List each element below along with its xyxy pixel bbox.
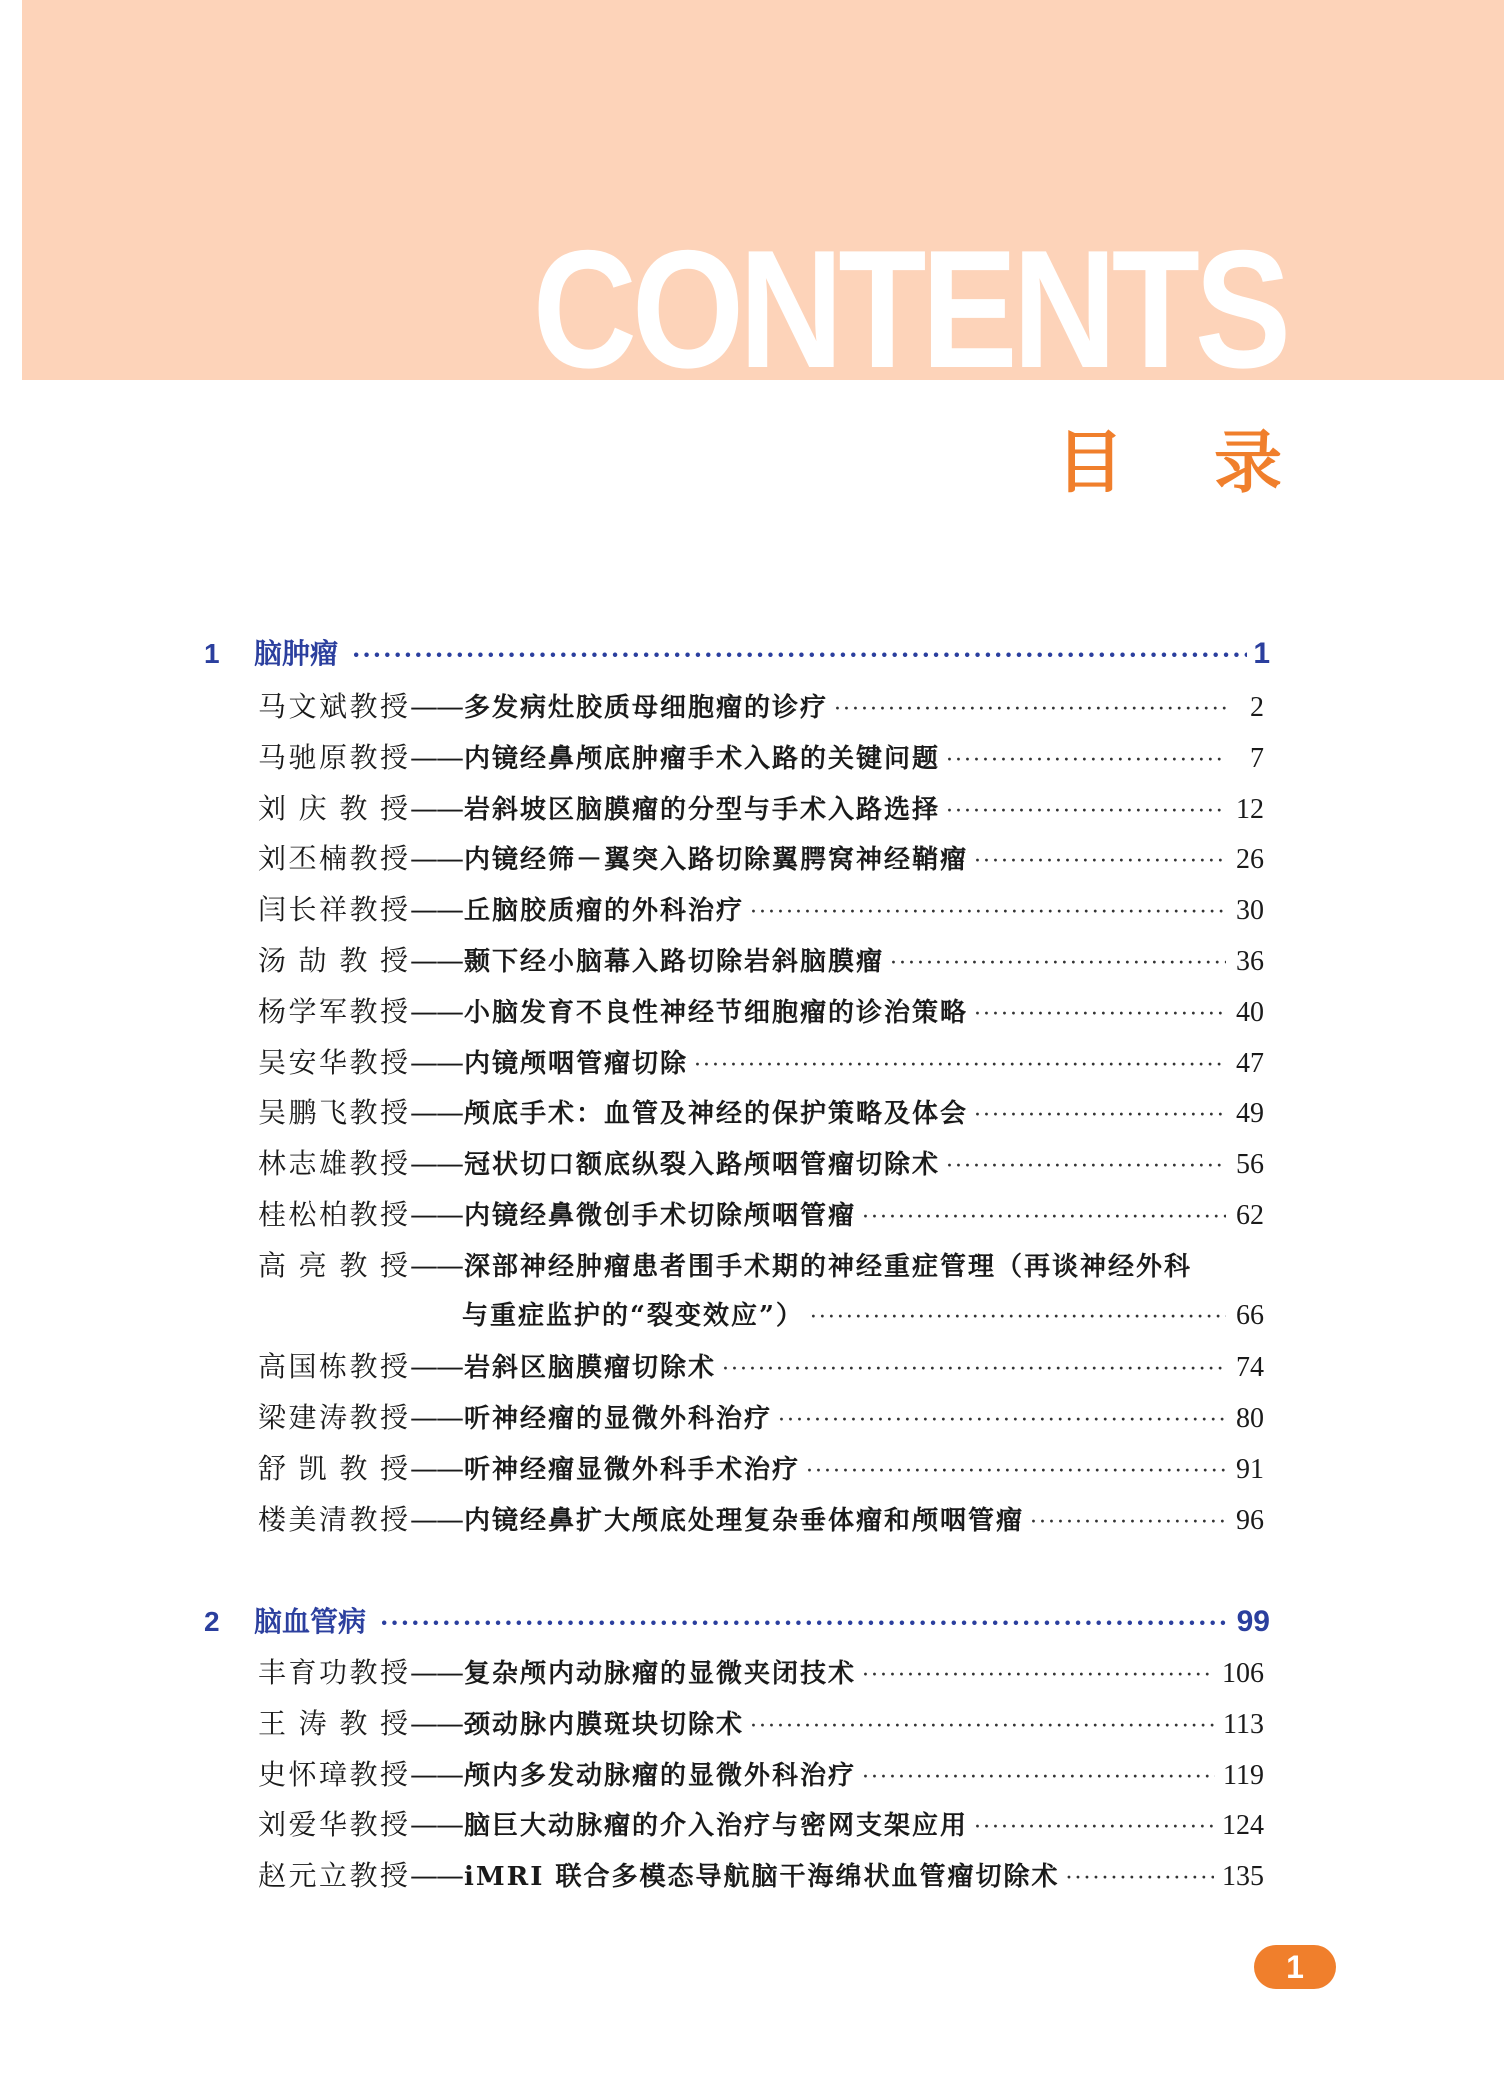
page-number-badge: 1: [1254, 1945, 1336, 1989]
entry-page-number: 12: [1236, 793, 1264, 825]
section-title: 脑血管病: [254, 1605, 367, 1638]
author-name-text: 赵元立教授: [258, 1859, 408, 1893]
entry-separator: ——: [410, 1096, 462, 1130]
entry-title: 颅底手术：血管及神经的保护策略及体会: [464, 1099, 969, 1130]
author-name: [258, 1854, 408, 1894]
section-title: 脑肿瘤: [254, 637, 339, 670]
dot-leader: [694, 1053, 1226, 1078]
entry-page-number: 36: [1236, 946, 1264, 977]
dot-leader: [810, 1305, 1226, 1330]
header-band: [22, 0, 1504, 380]
author-name: [258, 1396, 408, 1436]
entry-title: 冠状切口额底纵裂入路颅咽管瘤切除术: [464, 1150, 941, 1181]
entry-title: 复杂颅内动脉瘤的显微夹闭技术: [464, 1659, 857, 1689]
entry-separator: ——: [410, 1706, 462, 1740]
author-name-text: 丰育功教授: [258, 1656, 408, 1689]
author-name-text: 楼美清教授: [258, 1502, 408, 1536]
author-name-text: 吴安华教授: [258, 1045, 408, 1079]
entry-page-number: 47: [1236, 1047, 1264, 1079]
entry-separator: ——: [410, 1045, 462, 1079]
author-name: [258, 1702, 408, 1742]
toc-entry[interactable]: [258, 1447, 1264, 1487]
entry-page-number: 91: [1236, 1454, 1264, 1485]
entry-title: 颞下经小脑幕入路切除岩斜脑膜瘤: [464, 947, 885, 977]
dot-leader: [750, 900, 1226, 925]
entry-page-number: 2: [1250, 692, 1264, 723]
dot-leader: [946, 748, 1226, 773]
entry-title: 内镜经鼻扩大颅底处理复杂垂体瘤和颅咽管瘤: [464, 1505, 1025, 1536]
toc-entry[interactable]: [258, 1651, 1264, 1691]
entry-title: 深部神经肿瘤患者围手术期的神经重症管理（再谈神经外科: [464, 1251, 1193, 1282]
dot-leader: [974, 849, 1226, 874]
toc-entry[interactable]: [258, 1345, 1264, 1385]
entry-separator: ——: [410, 994, 462, 1028]
entry-title: 岩斜坡区脑膜瘤的分型与手术入路选择: [464, 794, 941, 825]
dot-leader: [352, 640, 1247, 669]
entry-page-number: 56: [1236, 1149, 1264, 1181]
entry-title: 内镜经筛－翼突入路切除翼腭窝神经鞘瘤: [464, 845, 969, 876]
dot-leader: [1065, 1866, 1214, 1891]
entry-separator: ——: [410, 1248, 462, 1282]
entry-title: 脑巨大动脉瘤的介入治疗与密网支架应用: [464, 1811, 969, 1842]
entry-title: 内镜经鼻微创手术切除颅咽管瘤: [464, 1201, 857, 1231]
entry-page-number: 49: [1236, 1098, 1264, 1130]
dot-leader: [862, 1663, 1214, 1688]
entry-title: iMRI 联合多模态导航脑干海绵状血管瘤切除术: [464, 1862, 1060, 1893]
author-name: [258, 787, 408, 827]
dot-leader: [722, 1357, 1226, 1382]
author-name-text: 林志雄教授: [258, 1147, 408, 1181]
entry-separator: ——: [410, 690, 462, 723]
author-name-text: 桂松柏教授: [258, 1198, 408, 1231]
toc-entry[interactable]: [258, 1142, 1264, 1182]
section-heading[interactable]: [204, 1600, 1270, 1640]
entry-separator: ——: [410, 842, 462, 876]
toc-entry[interactable]: [258, 1702, 1264, 1742]
dot-leader: [380, 1608, 1231, 1637]
entry-page-number: 119: [1223, 1759, 1264, 1791]
author-name: [258, 1345, 408, 1385]
dot-leader: [806, 1459, 1226, 1484]
entry-separator: ——: [410, 1401, 462, 1435]
entry-title: 小脑发育不良性神经节细胞瘤的诊治策略: [464, 997, 969, 1028]
entry-page-number: 7: [1250, 742, 1264, 774]
entry-separator: ——: [410, 1859, 462, 1893]
author-name: [258, 1041, 408, 1081]
toc-entry[interactable]: [258, 888, 1264, 928]
dot-leader: [946, 799, 1226, 824]
dot-leader: [1030, 1510, 1226, 1535]
author-name-text: 梁建涛教授: [258, 1401, 408, 1435]
entry-separator: ——: [410, 1502, 462, 1536]
author-name: [258, 1142, 408, 1182]
section-number: 2: [204, 1606, 220, 1637]
toc-entry-continuation[interactable]: [462, 1295, 1264, 1332]
author-name-text: 闫长祥教授: [258, 893, 408, 927]
dot-leader: [946, 1154, 1226, 1179]
entry-separator: ——: [410, 740, 462, 774]
entry-separator: ——: [410, 791, 462, 825]
author-name-text: 汤劼教授: [258, 944, 408, 977]
dot-leader: [974, 1815, 1214, 1840]
entry-separator: ——: [410, 1198, 462, 1231]
author-name-text: 舒凯教授: [258, 1452, 408, 1485]
section-number: 1: [204, 638, 220, 669]
author-name: [258, 1091, 408, 1131]
section-page-number: 1: [1253, 637, 1270, 670]
dot-leader: [862, 1765, 1215, 1790]
author-name: [258, 685, 408, 725]
author-name: [258, 1244, 408, 1284]
toc-entry[interactable]: [258, 1396, 1264, 1436]
entry-separator: ——: [410, 1656, 462, 1689]
entry-title: 丘脑胶质瘤的外科治疗: [464, 896, 745, 927]
entry-separator: ——: [410, 944, 462, 977]
toc-entry[interactable]: [258, 837, 1264, 877]
author-name-text: 吴鹏飞教授: [258, 1096, 408, 1130]
entry-separator: ——: [410, 1452, 462, 1485]
author-name-text: 高亮教授: [258, 1248, 408, 1282]
entry-title: 颈动脉内膜斑块切除术: [464, 1709, 745, 1740]
page-title: 目录: [1055, 424, 1372, 503]
entry-page-number: 26: [1236, 844, 1264, 876]
toc-entry[interactable]: [258, 939, 1264, 979]
dot-leader: [778, 1408, 1226, 1433]
entry-page-number: 124: [1222, 1810, 1264, 1842]
author-name: [258, 736, 408, 776]
author-name-text: 杨学军教授: [258, 994, 408, 1028]
entry-page-number: 106: [1222, 1658, 1264, 1689]
entry-title: 内镜颅咽管瘤切除: [464, 1048, 689, 1079]
dot-leader: [862, 1205, 1226, 1230]
section-heading[interactable]: [204, 632, 1270, 672]
entry-page-number: 30: [1236, 895, 1264, 927]
toc-entry[interactable]: [258, 685, 1264, 725]
entry-title-continued: 与重症监护的“裂变效应”）: [462, 1300, 804, 1331]
contents-heading: CONTENTS: [532, 225, 1286, 380]
entry-page-number: 74: [1236, 1352, 1264, 1384]
entry-separator: ——: [410, 1808, 462, 1842]
entry-title: 多发病灶胶质母细胞瘤的诊疗: [464, 693, 829, 723]
author-name: [258, 1193, 408, 1233]
entry-separator: ——: [410, 1350, 462, 1384]
author-name: [258, 1803, 408, 1843]
author-name-text: 刘丕楠教授: [258, 842, 408, 876]
entry-separator: ——: [410, 1147, 462, 1181]
author-name-text: 王涛教授: [258, 1706, 408, 1740]
author-name-text: 史怀璋教授: [258, 1757, 408, 1791]
toc-entry[interactable]: [258, 1244, 1264, 1284]
dot-leader: [974, 1002, 1226, 1027]
author-name: [258, 1651, 408, 1691]
toc-entry[interactable]: [258, 1498, 1264, 1538]
entry-title: 岩斜区脑膜瘤切除术: [464, 1353, 717, 1384]
entry-page-number: 135: [1222, 1861, 1264, 1893]
entry-separator: ——: [410, 1757, 462, 1791]
author-name: [258, 990, 408, 1030]
toc-entry[interactable]: [258, 990, 1264, 1030]
author-name: [258, 888, 408, 928]
toc-entry[interactable]: [258, 736, 1264, 776]
author-name-text: 马驰原教授: [258, 740, 408, 774]
entry-page-number: 113: [1223, 1708, 1264, 1740]
entry-page-number: 40: [1236, 996, 1264, 1028]
dot-leader: [834, 697, 1226, 722]
entry-separator: ——: [410, 893, 462, 927]
dot-leader: [974, 1103, 1226, 1128]
author-name: [258, 837, 408, 877]
toc-entry[interactable]: [258, 1091, 1264, 1131]
entry-page-number: 96: [1236, 1504, 1264, 1536]
author-name: [258, 1753, 408, 1793]
toc-entry[interactable]: [258, 1803, 1264, 1843]
toc-entry[interactable]: [258, 1193, 1264, 1233]
entry-title: 内镜经鼻颅底肿瘤手术入路的关键问题: [464, 743, 941, 774]
entry-page-number: 80: [1236, 1403, 1264, 1435]
entry-title: 听神经瘤的显微外科治疗: [464, 1404, 773, 1435]
author-name-text: 高国栋教授: [258, 1350, 408, 1384]
toc-entry[interactable]: [258, 1041, 1264, 1081]
author-name-text: 刘爱华教授: [258, 1808, 408, 1842]
author-name: [258, 939, 408, 979]
author-name: [258, 1447, 408, 1487]
author-name: [258, 1498, 408, 1538]
toc-entry[interactable]: [258, 787, 1264, 827]
dot-leader: [890, 951, 1226, 976]
toc-entry[interactable]: [258, 1854, 1264, 1894]
author-name-text: 马文斌教授: [258, 690, 408, 723]
entry-title: 听神经瘤显微外科手术治疗: [464, 1455, 801, 1485]
author-name-text: 刘庆教授: [258, 791, 408, 825]
section-page-number: 99: [1236, 1605, 1270, 1638]
dot-leader: [750, 1714, 1215, 1739]
entry-page-number: 62: [1236, 1200, 1264, 1231]
entry-title: 颅内多发动脉瘤的显微外科治疗: [464, 1760, 857, 1791]
entry-page-number: 66: [1236, 1299, 1264, 1331]
toc-entry[interactable]: [258, 1753, 1264, 1793]
